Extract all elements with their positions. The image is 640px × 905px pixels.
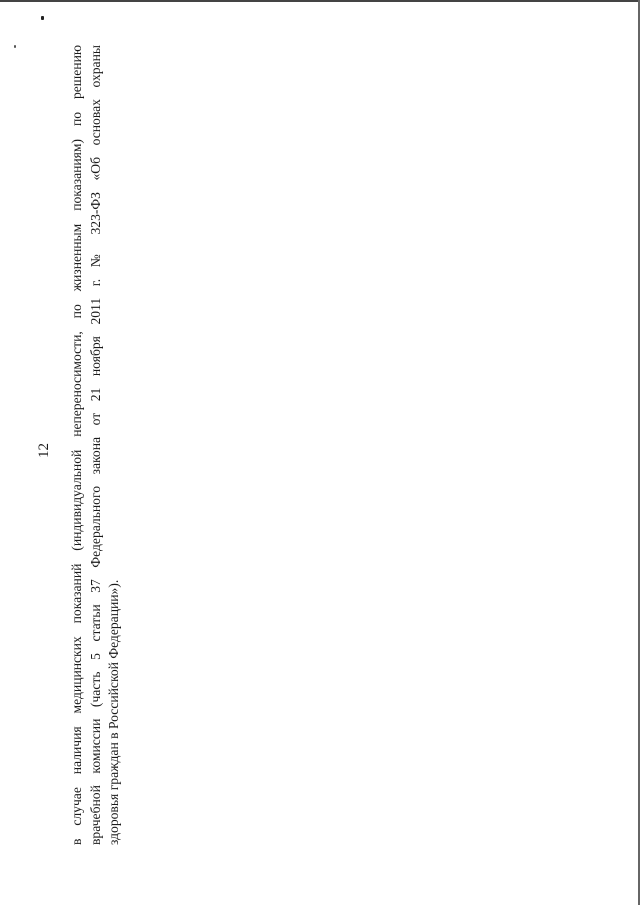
body-text	[68, 45, 124, 845]
scan-speck	[14, 45, 16, 48]
scan-speck	[41, 16, 44, 20]
scan-edge-top	[0, 0, 640, 2]
body-text-line: здоровья граждан в Российской Федерации»).	[106, 579, 121, 845]
page-number: 12	[36, 443, 52, 458]
body-text-line: в случае наличия медицинских показаний (индивидуальной непереносимости, по жизненным показаниям) по решению	[69, 45, 84, 845]
body-text-line: врачебной комиссии (часть 5 статьи 37 Федерального закона от 21 ноября 2011 г. № 323-ФЗ «Об основах охраны	[87, 45, 103, 845]
